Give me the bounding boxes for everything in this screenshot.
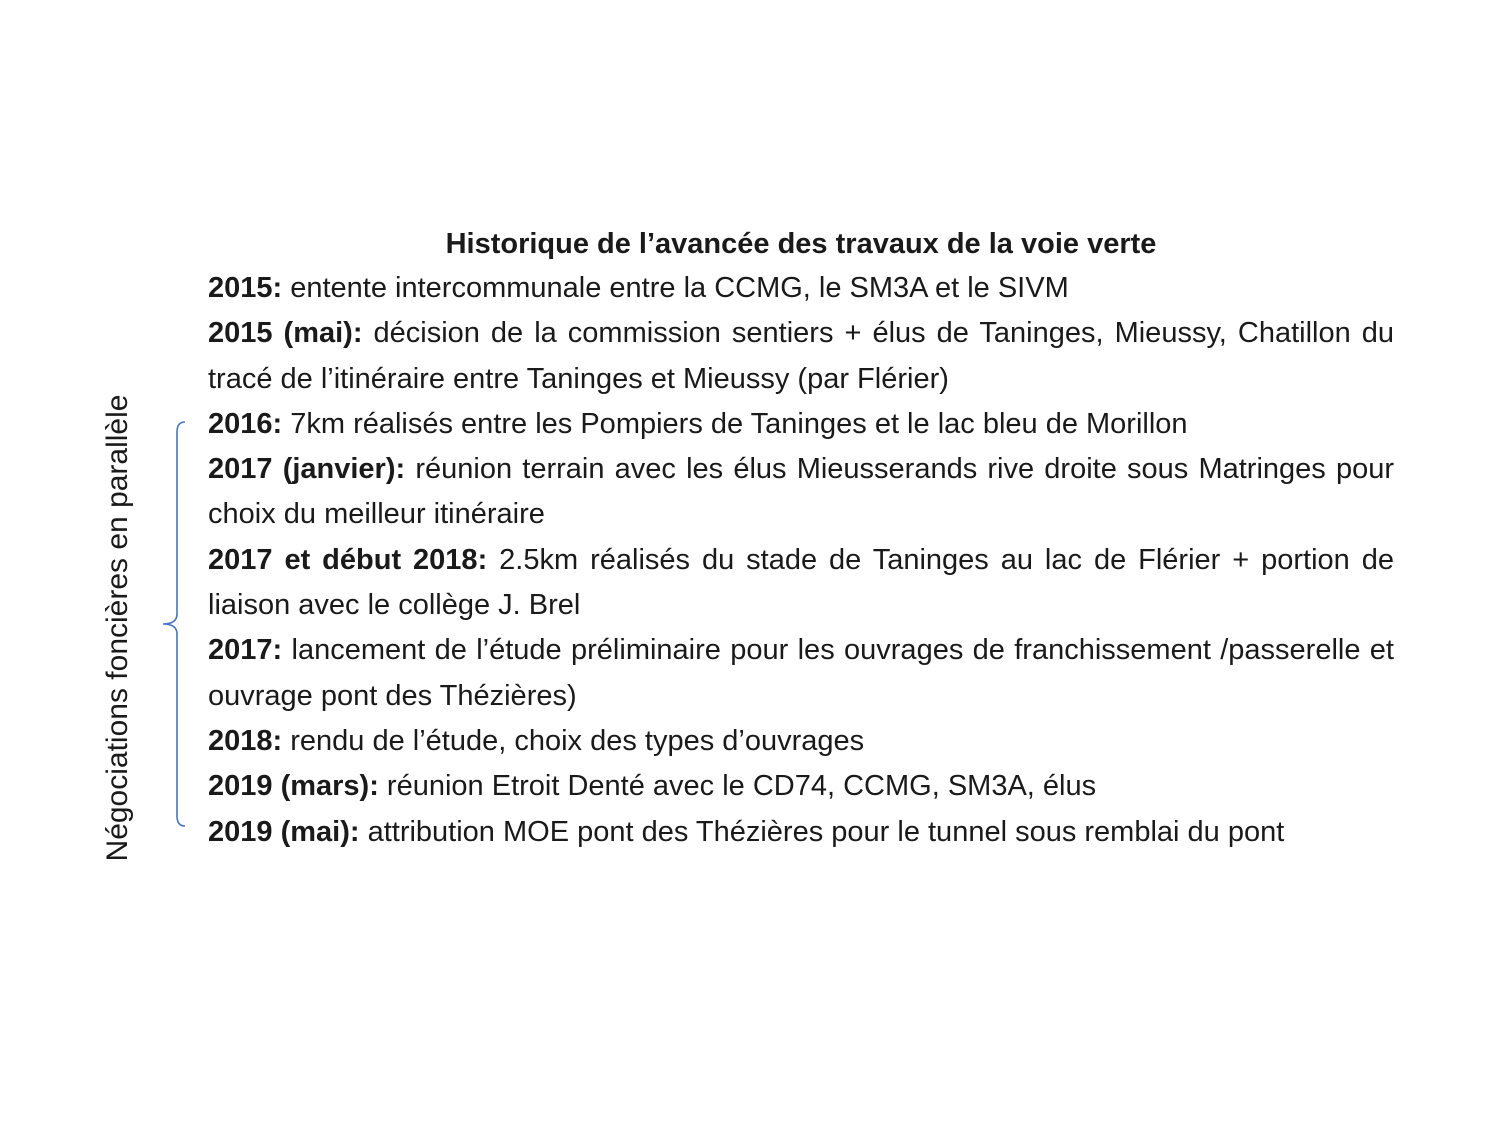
entry-text: entente intercommunale entre la CCMG, le SM3A et le SIVM	[282, 272, 1069, 304]
entry-text: réunion Etroit Denté avec le CD74, CCMG, SM3A, élus	[378, 770, 1097, 803]
brace-icon	[155, 418, 195, 830]
timeline-entry	[208, 719, 1394, 764]
entry-date: 2017 et début 2018:	[208, 543, 488, 576]
timeline-entry	[208, 447, 1394, 538]
entry-text: lancement de l’étude préliminaire pour les ouvrages de franchissement /passerelle et ouvrage pont des Thézières)	[208, 634, 1394, 712]
entry-text: attribution MOE pont des Thézières pour le tunnel sous remblai du pont	[359, 815, 1285, 848]
entry-text: réunion terrain avec les élus Mieusserands rive droite sous Matringes pour choix du meilleur itinéraire	[208, 453, 1394, 531]
timeline-entry	[208, 402, 1394, 447]
entry-text: rendu de l’étude, choix des types d’ouvrages	[282, 724, 865, 757]
entry-text: 2.5km réalisés du stade de Taninges au lac de Flérier + portion de liaison avec le collège J. Brel	[208, 543, 1395, 622]
entry-date: 2018:	[208, 724, 283, 757]
entry-text: décision de la commission sentiers + élus de Taninges, Mieussy, Chatillon du tracé de l’itinéraire entre Taninges et Mieussy (par Flérier)	[208, 317, 1394, 395]
timeline-entry	[208, 764, 1394, 809]
side-label-negociations: Négociations foncières en parallèle	[101, 394, 134, 862]
entry-date: 2016:	[208, 407, 283, 440]
timeline-entry	[208, 538, 1394, 629]
brace-path	[163, 422, 185, 826]
entry-date: 2015 (mai):	[208, 317, 363, 350]
timeline-entry	[208, 810, 1394, 855]
timeline-entry	[208, 311, 1394, 402]
entry-date: 2019 (mars):	[208, 770, 379, 803]
timeline-list	[208, 266, 1394, 855]
page-title: Historique de l’avancée des travaux de la voie verte	[445, 228, 1157, 260]
entry-date: 2015:	[208, 272, 283, 304]
entry-date: 2017 (janvier):	[208, 453, 406, 486]
entry-date: 2019 (mai):	[208, 815, 360, 848]
timeline-entry	[208, 628, 1394, 719]
timeline-entry	[208, 266, 1394, 311]
entry-text: 7km réalisés entre les Pompiers de Taninges et le lac bleu de Morillon	[282, 407, 1188, 440]
entry-date: 2017:	[208, 634, 283, 667]
